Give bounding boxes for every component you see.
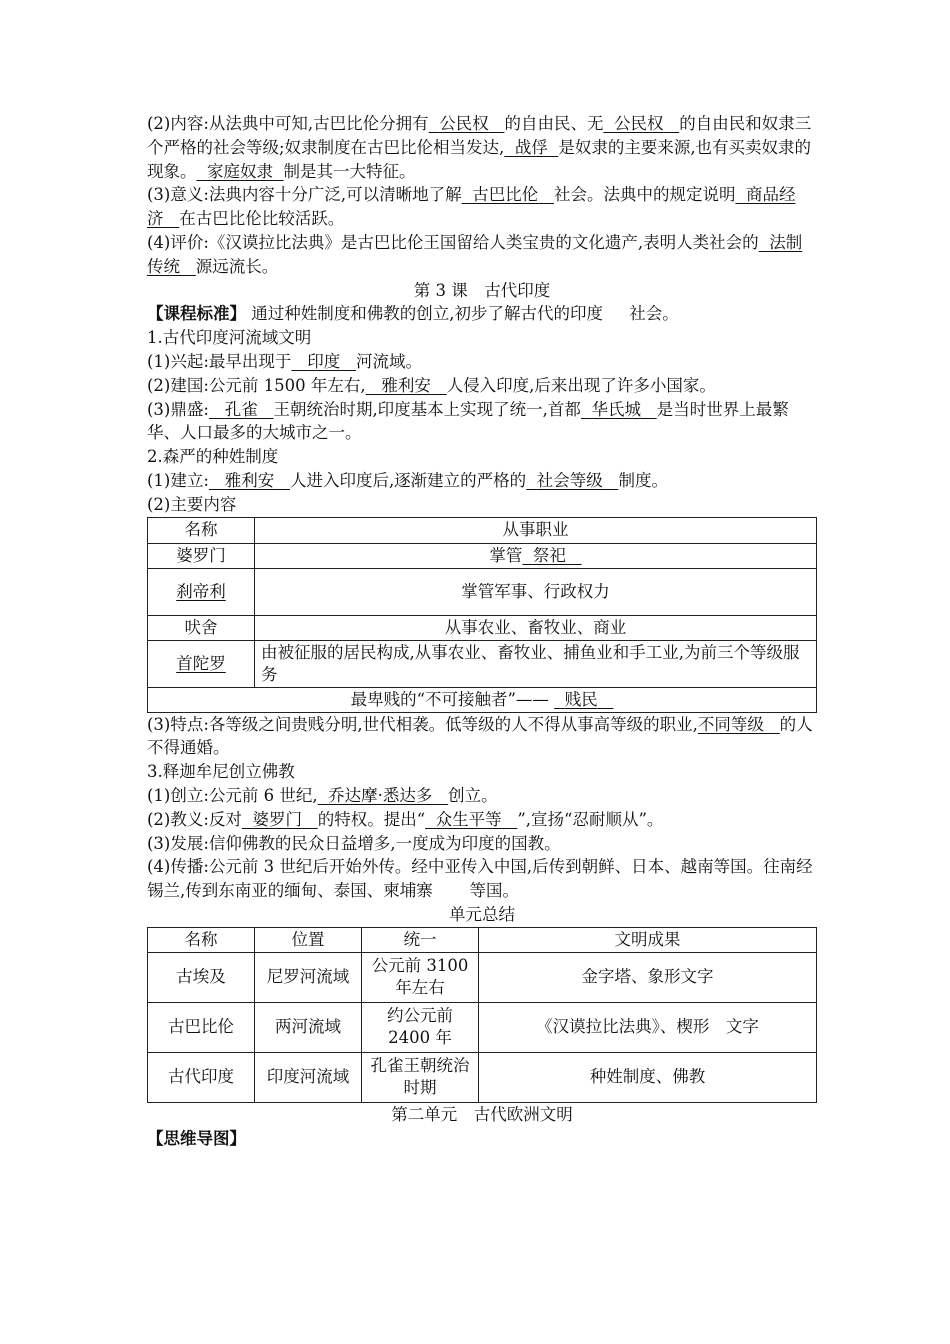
peak: (3)鼎盛: 孔雀 王朝统治时期,印度基本上实现了统一,首都 华氏城 是当时世界上最繁华、人口最多的大城市之一。 bbox=[147, 399, 789, 443]
buddhism-doctrine: (2)教义:反对 婆罗门 的特权。提出“ 众生平等 ”,宣扬“忍耐顺从”。 bbox=[147, 809, 664, 829]
law-evaluation: (4)评价:《汉谟拉比法典》是古巴比伦王国留给人类宝贵的文化遗产,表明人类社会的 法制传统 源远流长。 bbox=[147, 232, 803, 276]
blank: 雅利安 bbox=[381, 375, 431, 395]
blank: 家庭奴隶 bbox=[207, 161, 273, 181]
blank: 华氏城 bbox=[591, 399, 641, 419]
law-significance: (3)意义:法典内容十分广泛,可以清晰地了解 古巴比伦 社会。法典中的规定说明 商品经济 在古巴比伦比较活跃。 bbox=[147, 185, 796, 229]
buddhism-develop: (3)发展:信仰佛教的民众日益增多,一度成为印度的国教。 bbox=[147, 833, 561, 853]
blank: 雅利安 bbox=[224, 470, 275, 490]
blank: 众生平等 bbox=[435, 809, 502, 829]
buddhism-spread: (4)传播:公元前 3 世纪后开始外传。经中亚传入中国,后传到朝鲜、日本、越南等国。往南经锡兰,传到东南亚的缅甸、泰国、柬埔寨 等国。 bbox=[147, 857, 813, 901]
table-row: 婆罗门 掌管 祭祀 bbox=[148, 543, 817, 568]
main-content-label: (2)主要内容 bbox=[147, 494, 237, 514]
blank: 贱民 bbox=[564, 689, 598, 709]
table-row: 古巴比伦 两河流域 约公元前 2400 年 《汉谟拉比法典》、楔形 文字 bbox=[148, 1002, 817, 1052]
blank: 婆罗门 bbox=[252, 809, 302, 829]
unit-title: 第二单元 古代欧洲文明 bbox=[391, 1104, 573, 1124]
table-row: 刹帝利 掌管军事、行政权力 bbox=[148, 568, 817, 615]
section-heading: 3.释迦牟尼创立佛教 bbox=[147, 762, 295, 782]
blank: 公民权 bbox=[439, 114, 489, 133]
table-row: 首陀罗 由被征服的居民构成,从事农业、畜牧业、捕鱼业和手工业,为前三个等级服务 bbox=[148, 640, 817, 687]
table-row: 名称 位置 统一 文明成果 bbox=[148, 927, 817, 952]
feature: (3)特点:各等级之间贵贱分明,世代相袭。低等级的人不得从事高等级的职业,不同等级 的人不得通婚。 bbox=[147, 714, 813, 758]
law-content: (2)内容:从法典中可知,古巴比伦分拥有 公民权 的自由民、无 公民权 的自由民和奴隶三个严格的社会等级;奴隶制度在古巴比伦相当发达, 战俘 是奴隶的主要来源,也有买卖奴隶的现象。 家庭奴隶 制是其一大特征。 bbox=[147, 114, 812, 181]
course-standard: 【课程标准】 通过种姓制度和佛教的创立,初步了解古代的印度 社会。 bbox=[147, 304, 679, 324]
buddhism-create: (1)创立:公元前 6 世纪, 乔达摩·悉达多 创立。 bbox=[147, 785, 498, 805]
summary-table bbox=[147, 927, 817, 1103]
rise: (1)兴起:最早出现于 印度 河流域。 bbox=[147, 351, 422, 371]
blank: 孔雀 bbox=[224, 399, 258, 419]
mindmap-heading: 【思维导图】 bbox=[147, 1128, 246, 1148]
document-page bbox=[147, 112, 817, 1150]
establish: (1)建立: 雅利安 人进入印度后,逐渐建立的严格的 社会等级 制度。 bbox=[147, 470, 668, 490]
table-row: 最卑贱的“不可接触者”—— 贱民 bbox=[148, 687, 817, 712]
blank: 社会等级 bbox=[536, 470, 603, 490]
summary-title: 单元总结 bbox=[449, 904, 515, 924]
lesson-title: 第 3 课 古代印度 bbox=[413, 280, 551, 300]
blank: 商品经济 bbox=[147, 185, 796, 229]
founding: (2)建国:公元前 1500 年左右, 雅利安 人侵入印度,后来出现了许多小国家。 bbox=[147, 375, 716, 395]
caste-table bbox=[147, 517, 817, 713]
blank: 祭祀 bbox=[532, 545, 566, 565]
blank: 公民权 bbox=[613, 114, 664, 133]
table-row: 古代印度 印度河流域 孔雀王朝统治时期 种姓制度、佛教 bbox=[148, 1052, 817, 1102]
blank: 不同等级 bbox=[697, 714, 764, 734]
blank: 乔达摩·悉达多 bbox=[328, 785, 433, 805]
blank: 印度 bbox=[307, 351, 341, 371]
table-row: 名称 从事职业 bbox=[148, 517, 817, 543]
section-heading: 2.森严的种姓制度 bbox=[147, 447, 279, 467]
blank: 古巴比伦 bbox=[472, 185, 539, 205]
blank: 战俘 bbox=[514, 137, 548, 157]
blank: 法制传统 bbox=[147, 232, 803, 276]
section-heading: 1.古代印度河流域文明 bbox=[147, 328, 312, 348]
table-row: 吠舍 从事农业、畜牧业、商业 bbox=[148, 615, 817, 640]
table-row: 古埃及 尼罗河流域 公元前 3100 年左右 金字塔、象形文字 bbox=[148, 952, 817, 1002]
